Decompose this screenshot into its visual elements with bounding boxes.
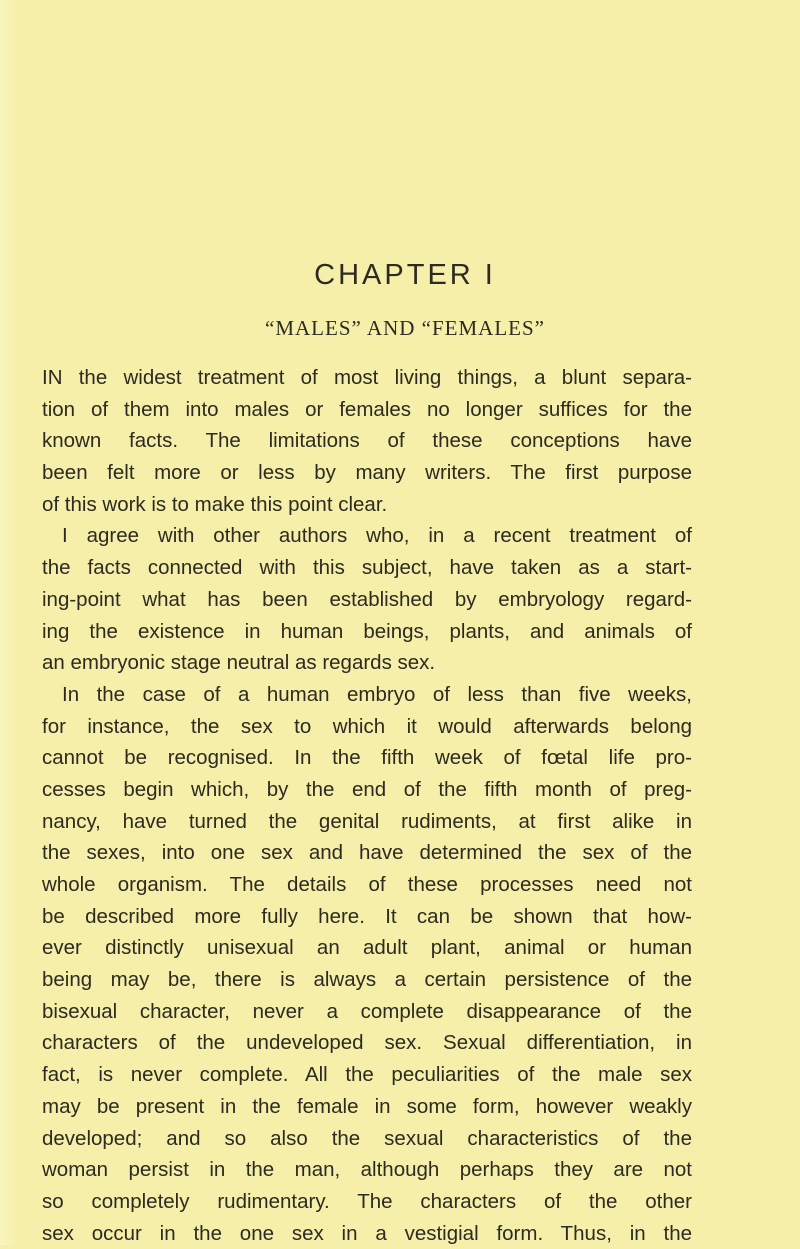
text-line: be described more fully here. It can be shown that how- (42, 904, 692, 928)
text-line: developed; and so also the sexual characteristics of the (42, 1126, 692, 1150)
body-text (42, 362, 692, 1249)
text-line: whole organism. The details of these processes need not (42, 873, 692, 896)
text-line: of this work is to make this point clear. (42, 492, 388, 516)
text-line: ing-point what has been established by embryology regard- (42, 587, 692, 611)
text-line: being may be, there is always a certain persistence of the (42, 968, 692, 992)
text-line: characters of the undeveloped sex. Sexual differentiation, in (42, 1031, 692, 1055)
chapter-heading: CHAPTER I (314, 259, 496, 291)
text-line: an embryonic stage neutral as regards sex. (42, 651, 436, 675)
text-line: ing the existence in human beings, plants, and animals of (42, 619, 692, 643)
text-line: nancy, have turned the genital rudiments, at first alike in (42, 809, 692, 833)
text-line: been felt more or less by many writers. The first purpose (42, 461, 692, 485)
text-line: tion of them into males or females no longer suffices for the (42, 397, 692, 421)
chapter-title: “MALES” AND “FEMALES” (265, 316, 545, 340)
text-line: the facts connected with this subject, have taken as a start- (42, 556, 692, 580)
text-line: cannot be recognised. In the fifth week of fœtal life pro- (42, 746, 692, 770)
text-line: I agree with other authors who, in a recent treatment of (62, 524, 692, 548)
text-line: In the case of a human embryo of less than five weeks, (62, 682, 692, 706)
text-line: ever distinctly unisexual an adult plant, animal or human (42, 936, 692, 960)
text-line: bisexual character, never a complete disappearance of the (42, 999, 692, 1023)
text-line: IN the widest treatment of most living things, a blunt separa- (42, 366, 692, 389)
text-line: for instance, the sex to which it would afterwards belong (42, 714, 692, 738)
text-line: cesses begin which, by the end of the fifth month of preg- (42, 777, 692, 801)
text-line: sex occur in the one sex in a vestigial form. Thus, in the (42, 1221, 692, 1245)
text-line: woman persist in the man, although perhaps they are not (42, 1158, 692, 1182)
text-line: fact, is never complete. All the peculiarities of the male sex (42, 1063, 692, 1087)
text-line: known facts. The limitations of these conceptions have (42, 429, 692, 453)
text-line: may be present in the female in some form, however weakly (42, 1094, 692, 1118)
text-line: the sexes, into one sex and have determined the sex of the (42, 841, 692, 865)
text-line: so completely rudimentary. The characters of the other (42, 1189, 692, 1213)
page-edge-shadow (0, 0, 20, 1245)
